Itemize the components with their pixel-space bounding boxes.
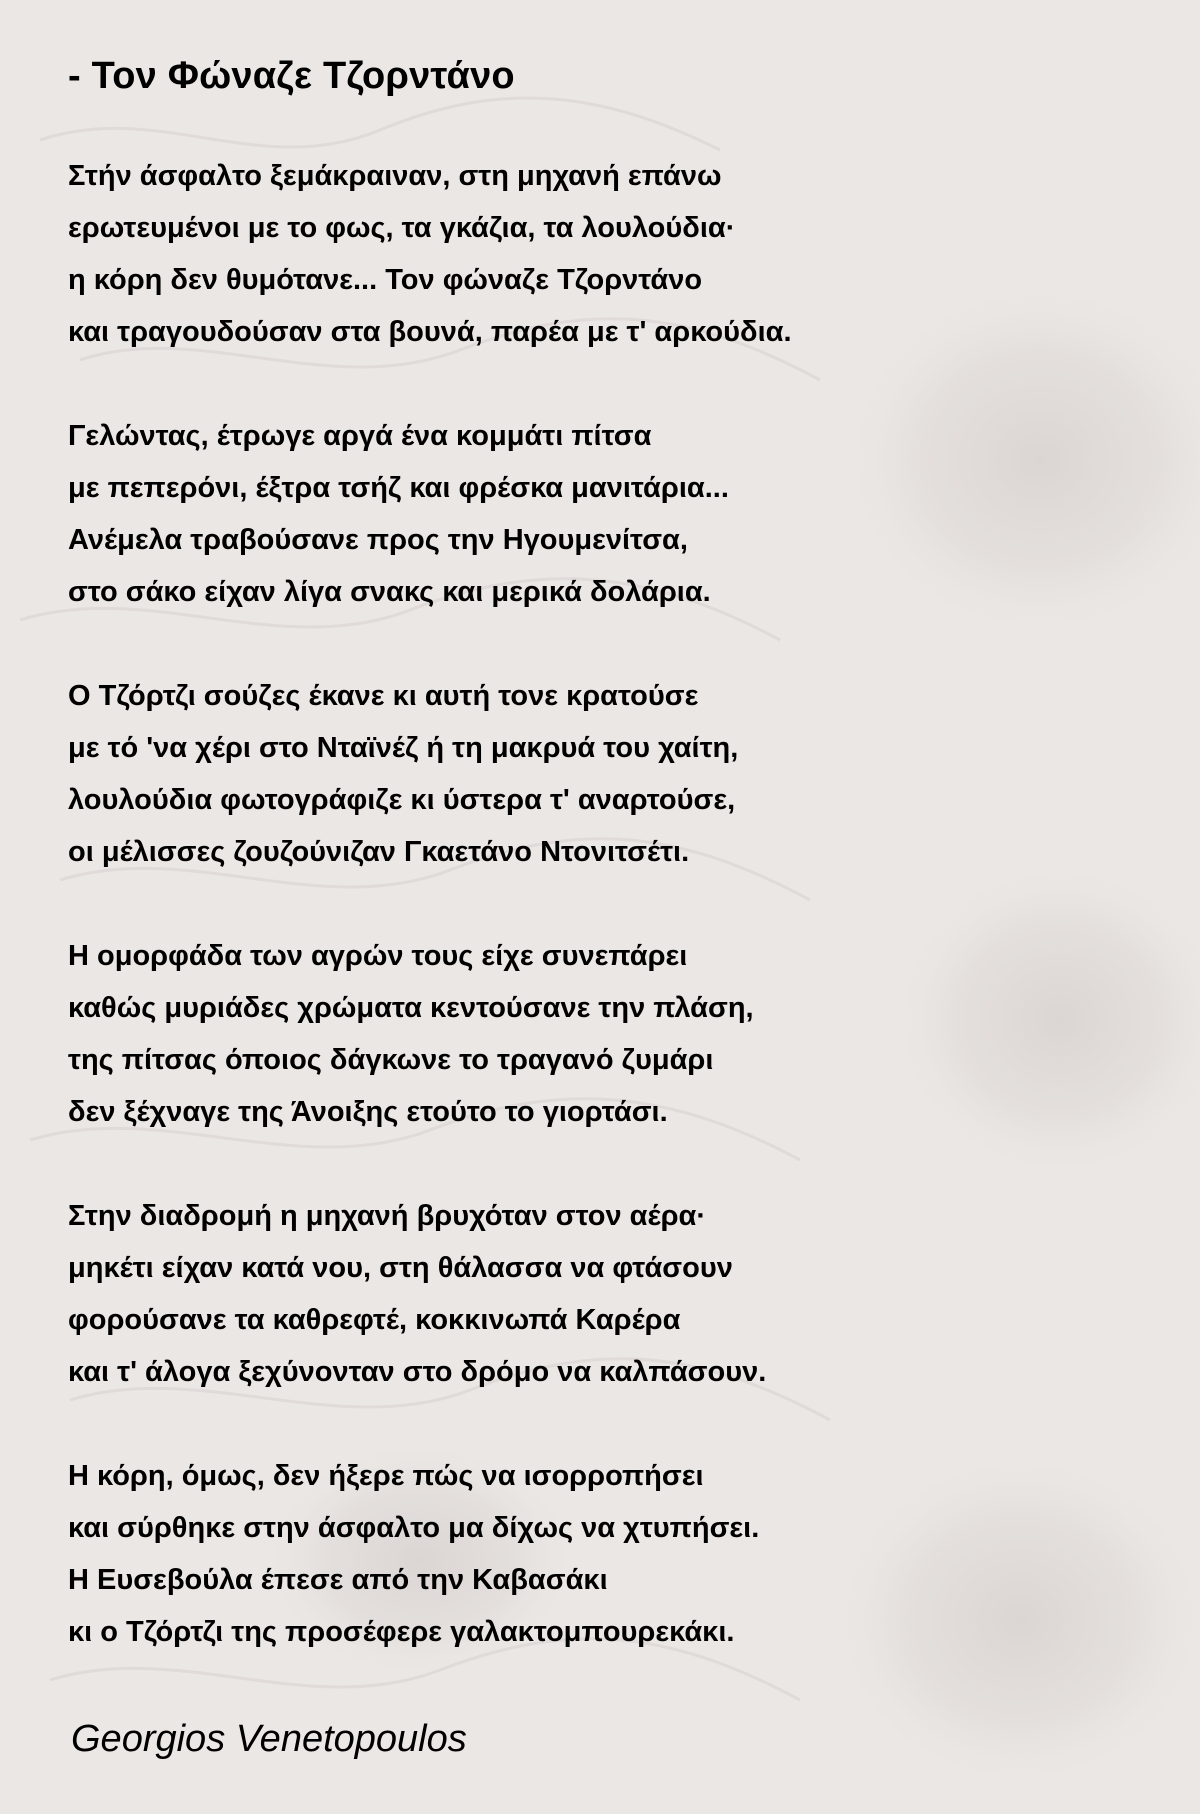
poem-line: στο σάκο είχαν λίγα σνακς και μερικά δολάρια.: [68, 576, 711, 608]
poem-line: της πίτσας όποιος δάγκωνε το τραγανό ζυμάρι: [68, 1044, 714, 1076]
poem-line: και σύρθηκε στην άσφαλτο μα δίχως να χτυπήσει.: [68, 1512, 760, 1544]
poem-line: Η κόρη, όμως, δεν ήξερε πώς να ισορροπήσει: [68, 1460, 704, 1492]
poem-line: και τ' άλογα ξεχύνονταν στο δρόμο να καλπάσουν.: [68, 1356, 767, 1388]
poem-line: μηκέτι είχαν κατά νου, στη θάλασσα να φτάσουν: [68, 1252, 733, 1284]
poem-line: οι μέλισσες ζουζούνιζαν Γκαετάνο Ντονιτσέτι.: [68, 836, 690, 868]
poem-line: Η ομορφάδα των αγρών τους είχε συνεπάρει: [68, 940, 688, 972]
stanza: [68, 670, 738, 878]
stanza: [68, 1450, 759, 1658]
poem-line: καθώς μυριάδες χρώματα κεντούσανε την πλάση,: [68, 992, 754, 1024]
poem-line: λουλούδια φωτογράφιζε κι ύστερα τ' αναρτούσε,: [68, 784, 736, 816]
poem-line: και τραγουδούσαν στα βουνά, παρέα με τ' αρκούδια.: [68, 316, 792, 348]
stanza: [68, 410, 729, 618]
poem-author: Georgios Venetopoulos: [71, 1718, 467, 1760]
poem-line: φορούσανε τα καθρεφτέ, κοκκινωπά Καρέρα: [68, 1304, 681, 1336]
poem-line: δεν ξέχναγε της Άνοιξης ετούτο το γιορτάσι.: [68, 1096, 668, 1128]
stanza: [68, 1190, 766, 1398]
poem-line: με πεπερόνι, έξτρα τσήζ και φρέσκα μανιτάρια...: [68, 472, 729, 504]
stanza: [68, 930, 754, 1138]
stanza: [68, 150, 792, 358]
poem-line: η κόρη δεν θυμότανε... Τον φώναζε Τζορντάνο: [68, 264, 703, 296]
poem-line: Η Ευσεβούλα έπεσε από την Καβασάκι: [68, 1564, 608, 1596]
poem-line: Ο Τζόρτζι σούζες έκανε κι αυτή τονε κρατούσε: [68, 680, 699, 712]
poem-title: - Τον Φώναζε Τζορντάνο: [68, 55, 515, 97]
poem-line: Ανέμελα τραβούσανε προς την Ηγουμενίτσα,: [68, 524, 688, 556]
poem-line: Στήν άσφαλτο ξεμάκραιναν, στη μηχανή επάνω: [68, 160, 722, 192]
poem-line: κι ο Τζόρτζι της προσέφερε γαλακτομπουρεκάκι.: [68, 1616, 735, 1648]
poem-line: Στην διαδρομή η μηχανή βρυχόταν στον αέρα·: [68, 1200, 707, 1232]
poem-line: με τό 'να χέρι στο Νταϊνέζ ή τη μακρυά του χαίτη,: [68, 732, 739, 764]
poem-line: ερωτευμένοι με το φως, τα γκάζια, τα λουλούδια·: [68, 212, 736, 244]
poem-line: Γελώντας, έτρωγε αργά ένα κομμάτι πίτσα: [68, 420, 652, 452]
